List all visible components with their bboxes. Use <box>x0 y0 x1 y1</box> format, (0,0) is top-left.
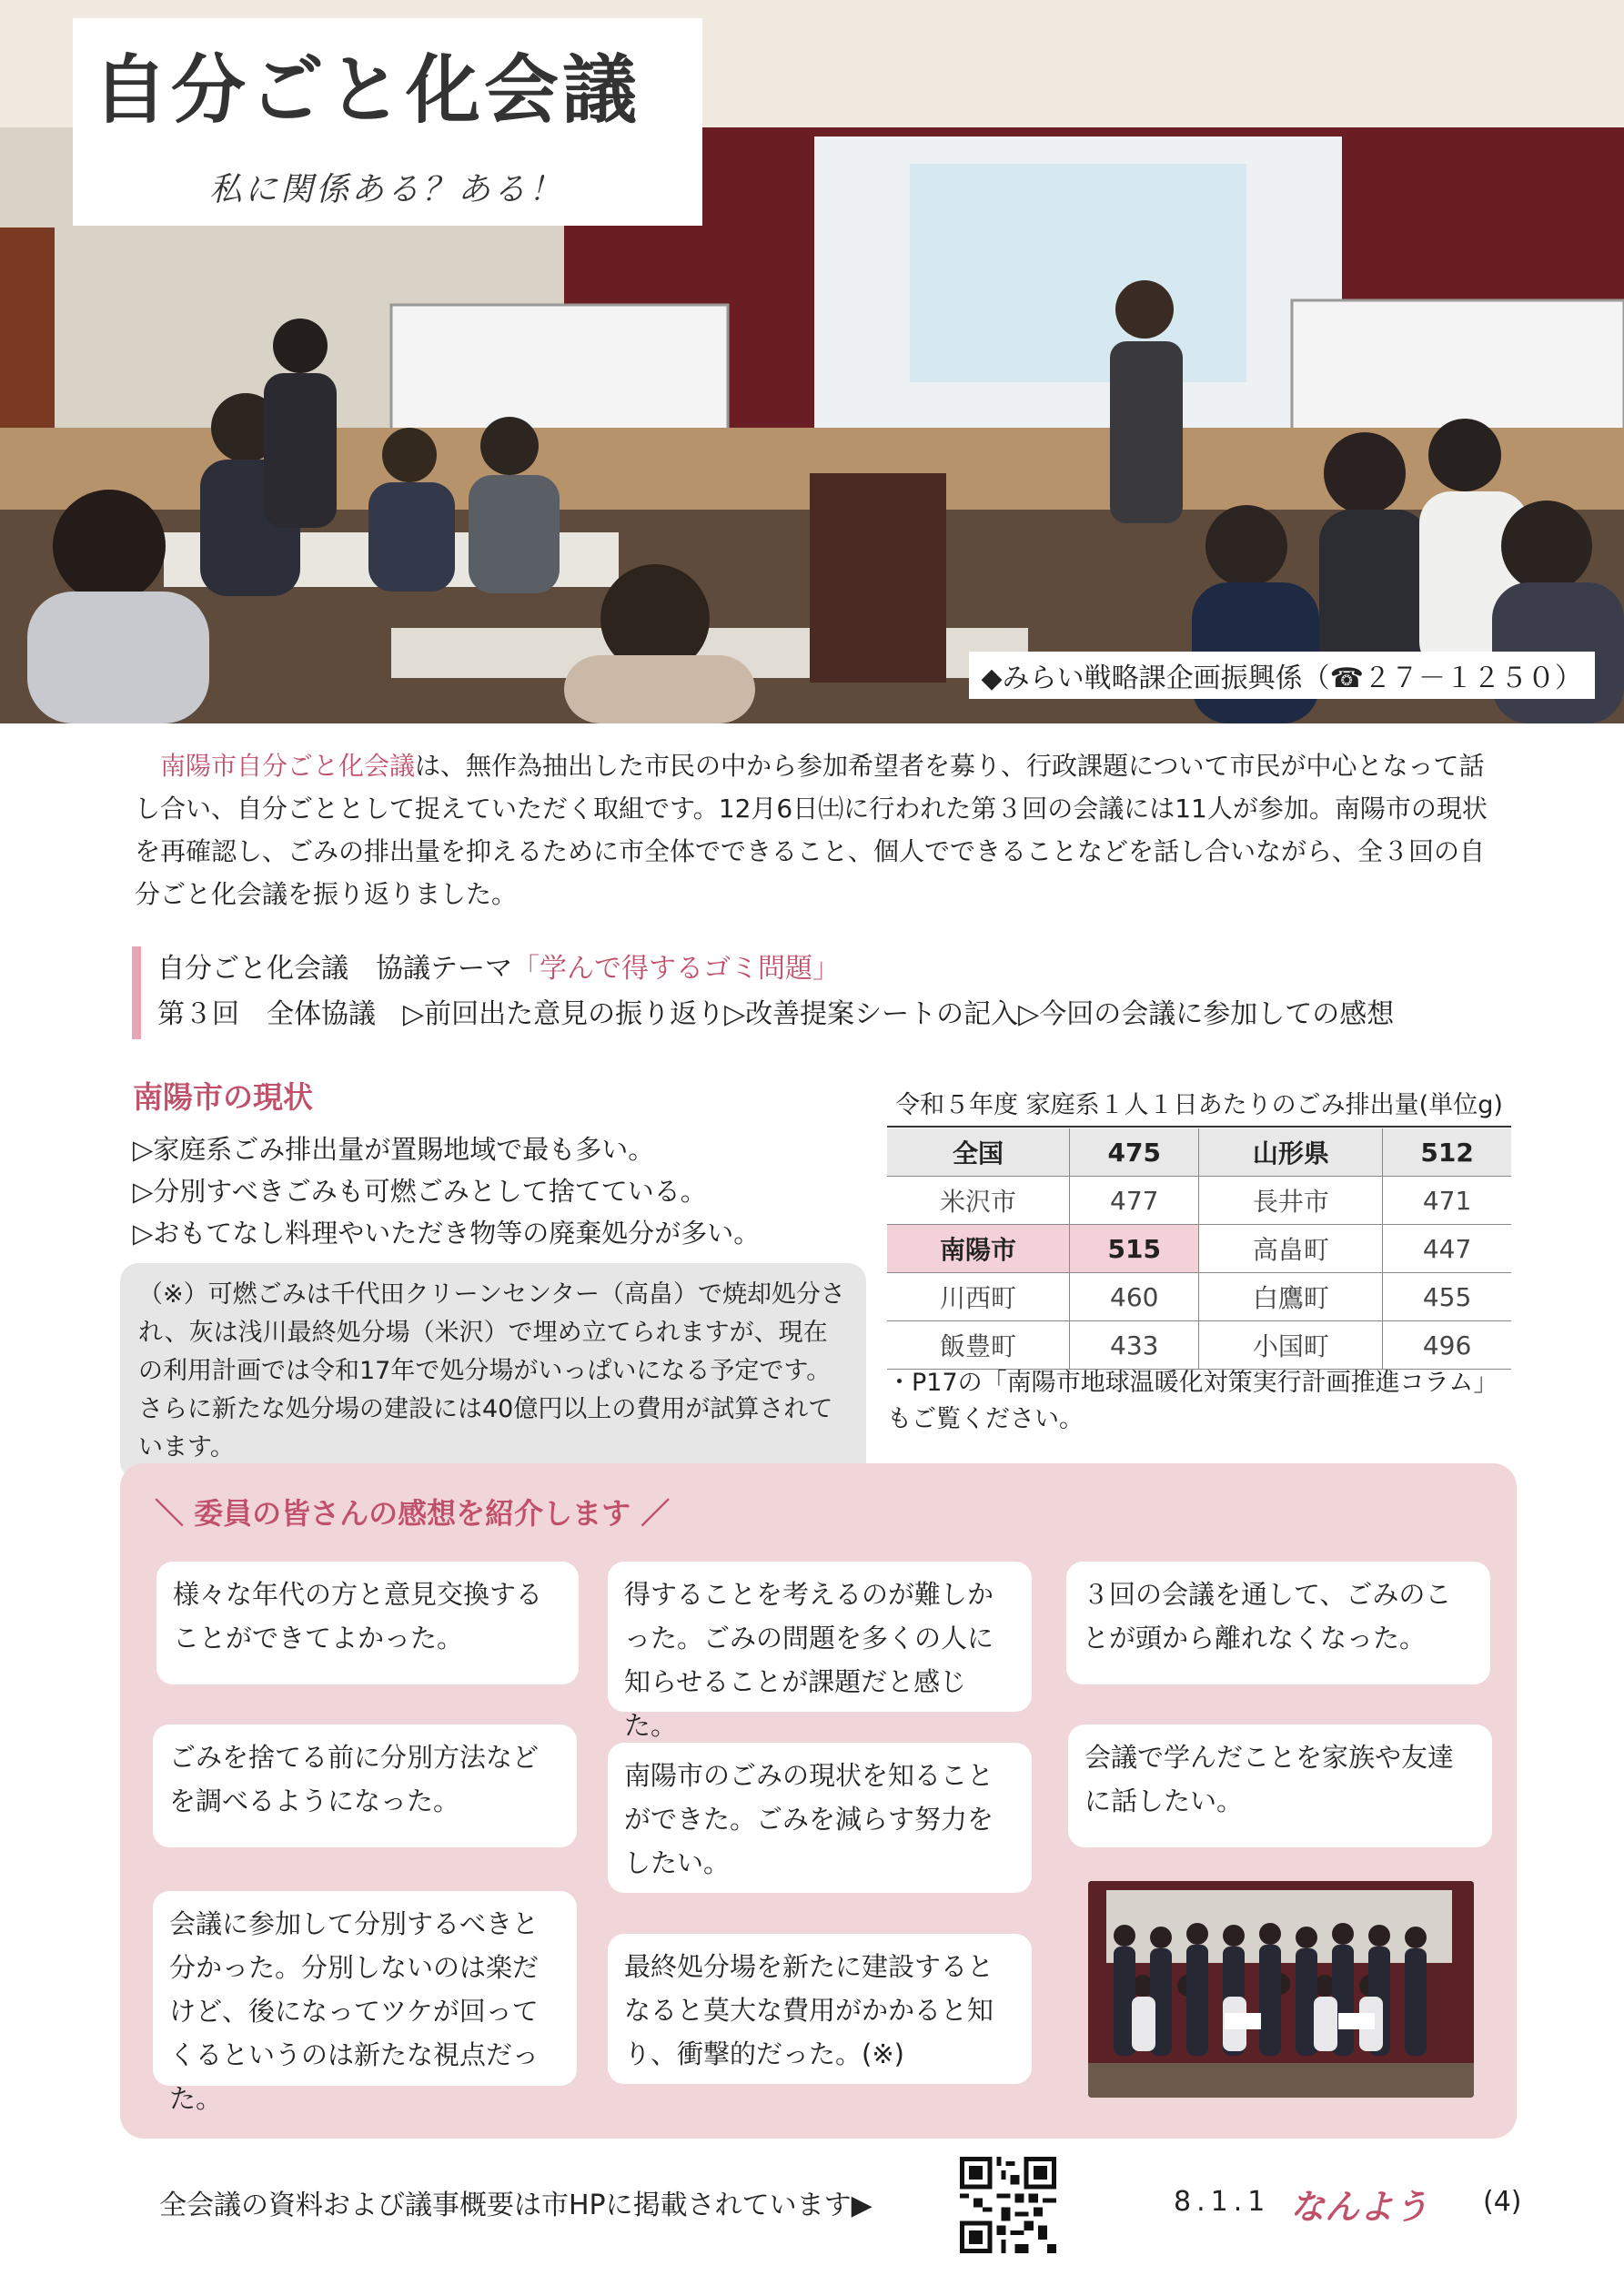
table-row <box>887 1225 1511 1273</box>
table-cell: 477 <box>1070 1177 1199 1225</box>
intro-body: は、無作為抽出した市民の中から参加希望者を募り、行政課題について市民が中心となって話し合い、自分ごととして捉えていただく取組です。12月6日㈯に行われた第３回の会議には11人が参加。南陽市の現状を再確認し、ごみの排出量を抑えるために市全体でできること、個人でできることなどを話し合いながら、全３回の自分ごと化会議を振り返りました。 <box>135 751 1488 909</box>
table-cell: 白鷹町 <box>1199 1273 1383 1321</box>
garbage-table <box>887 1128 1511 1370</box>
table-cell: 全国 <box>887 1128 1070 1177</box>
status-list <box>133 1128 760 1254</box>
comment-card: ごみを捨てる前に分別方法などを調べるようになった。 <box>153 1725 577 1847</box>
status-heading: 南陽市の現状 <box>133 1079 313 1115</box>
footer-note: 全会議の資料および議事概要は市HPに掲載されています▶ <box>159 2190 873 2221</box>
comment-card: 最終処分場を新たに建設するとなると莫大な費用がかかると知り、衝撃的だった。(※) <box>608 1934 1032 2084</box>
theme-label: 自分ごと化会議 協議テーマ <box>157 953 512 985</box>
table-cell: 447 <box>1383 1225 1511 1273</box>
table-cell: 高畠町 <box>1199 1225 1383 1273</box>
contact-caption: ◆みらい戦略課企画振興係（☎２７－１２５０） <box>969 652 1595 699</box>
table-cell: 飯豊町 <box>887 1321 1070 1370</box>
table-cell: 小国町 <box>1199 1321 1383 1370</box>
table-cell: 433 <box>1070 1321 1199 1370</box>
table-cell: 川西町 <box>887 1273 1070 1321</box>
table-cell-highlight: 南陽市 <box>887 1225 1070 1273</box>
qr-code[interactable] <box>960 2157 1056 2253</box>
table-cell-highlight: 515 <box>1070 1225 1199 1273</box>
status-item: ▷おもてなし料理やいただき物等の廃棄処分が多い。 <box>133 1218 761 1249</box>
table-cell: 471 <box>1383 1177 1511 1225</box>
title-card <box>73 18 702 226</box>
brand-logo: なんよう <box>1290 2187 1429 2227</box>
theme-box <box>132 946 1540 1039</box>
theme-line-2: 第３回 全体協議 ▷前回出た意見の振り返り▷改善提案シートの記入▷今回の会議に参加しての感想 <box>157 998 1395 1030</box>
status-item: ▷分別すべきごみも可燃ごみとして捨てている。 <box>133 1176 707 1207</box>
comment-card: 会議で学んだことを家族や友達に話したい。 <box>1068 1725 1492 1847</box>
table-cell: 455 <box>1383 1273 1511 1321</box>
comment-card: 南陽市のごみの現状を知ることができた。ごみを減らす努力をしたい。 <box>608 1743 1032 1893</box>
intro-lead: 南陽市自分ごと化会議 <box>160 751 416 781</box>
intro-paragraph <box>135 744 1508 915</box>
comment-card: 会議に参加して分別するべきと分かった。分別しないのは楽だけど、後になってツケが回ってくるというのは新たな視点だった。 <box>153 1891 577 2086</box>
page-subtitle: 私に関係ある？ある！ <box>209 171 565 208</box>
table-cell: 長井市 <box>1199 1177 1383 1225</box>
table-row <box>887 1321 1511 1370</box>
comment-card: ３回の会議を通して、ごみのことが頭から離れなくなった。 <box>1066 1562 1490 1684</box>
table-cell: 460 <box>1070 1273 1199 1321</box>
status-note: （※）可燃ごみは千代田クリーンセンター（高畠）で焼却処分され、灰は浅川最終処分場（米沢）で埋め立てられますが、現在の利用計画では令和17年で処分場がいっぱいになる予定です。さらに新たな処分場の建設には40億円以上の費用が試算されています。 <box>120 1263 866 1480</box>
table-note: ・P17の「南陽市地球温暖化対策実行計画推進コラム」もご覧ください。 <box>887 1369 1498 1433</box>
table-cell: 475 <box>1070 1128 1199 1177</box>
group-photo <box>1088 1881 1474 2098</box>
comment-card: 得することを考えるのが難しかった。ごみの問題を多くの人に知らせることが課題だと感じた。 <box>608 1562 1032 1712</box>
table-title: 令和５年度 家庭系１人１日あたりのごみ排出量(単位g) <box>887 1085 1511 1128</box>
meeting-photo <box>0 0 1624 723</box>
page-title: 自分ごと化会議 <box>93 47 641 134</box>
page-number: (4) <box>1483 2186 1522 2218</box>
comment-card: 様々な年代の方と意見交換することができてよかった。 <box>156 1562 579 1684</box>
table-row <box>887 1273 1511 1321</box>
table-row <box>887 1128 1511 1177</box>
table-cell: 山形県 <box>1199 1128 1383 1177</box>
status-item: ▷家庭系ごみ排出量が置賜地域で最も多い。 <box>133 1134 655 1165</box>
table-cell: 米沢市 <box>887 1177 1070 1225</box>
comments-heading: ＼ 委員の皆さんの感想を紹介します ／ <box>155 1496 671 1531</box>
issue-date: 8.1.1 <box>1174 2186 1271 2218</box>
table-cell: 512 <box>1383 1128 1511 1177</box>
table-cell: 496 <box>1383 1321 1511 1370</box>
theme-topic: 「学んで得するゴミ問題」 <box>512 953 840 985</box>
theme-line-1 <box>157 946 1540 992</box>
table-row <box>887 1177 1511 1225</box>
